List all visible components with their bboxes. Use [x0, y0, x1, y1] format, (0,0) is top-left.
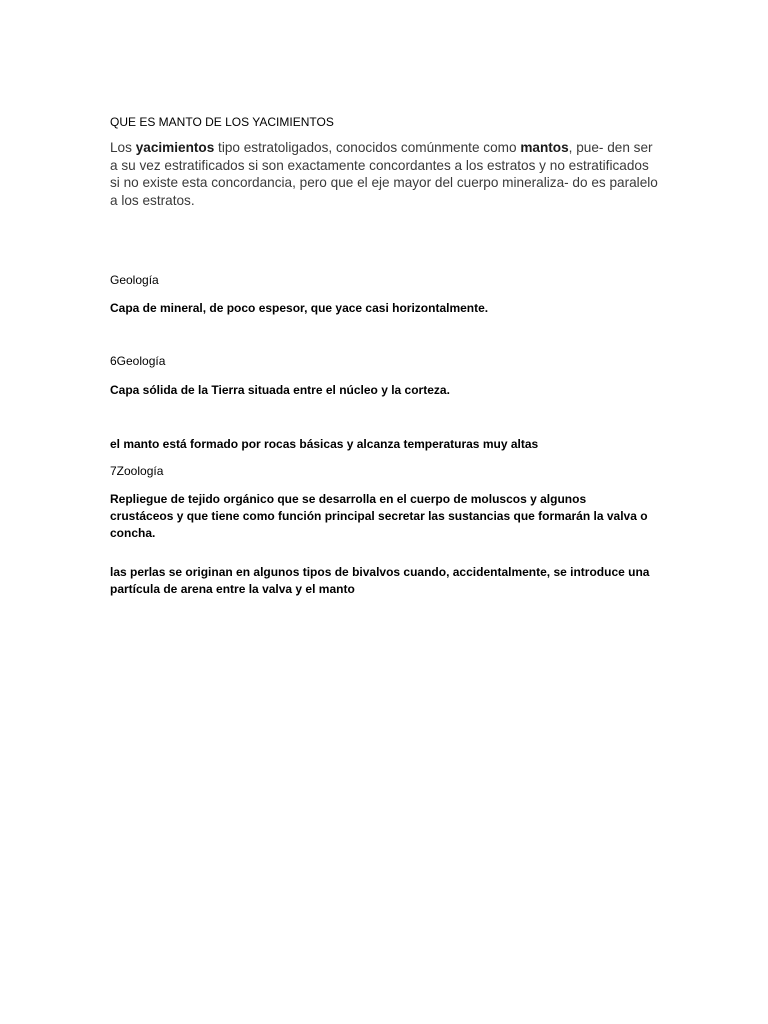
section-heading-7zoologia: 7Zoología — [110, 464, 164, 478]
section-heading-geologia: Geología — [110, 273, 159, 287]
section-heading-6geologia: 6Geología — [110, 354, 166, 368]
definition-text: Capa sólida de la Tierra situada entre el núcleo y la corteza. — [110, 383, 450, 397]
note-text: el manto está formado por rocas básicas y alcanza temperaturas muy altas — [110, 437, 539, 451]
intro-text-3: , pue- den ser a su vez estratificados si son exactamente concordantes a los estratos y no estratificados si no existe esta concordancia, pero que el eje mayor del cuerpo mineraliza- do es paralelo a los estratos. — [110, 140, 658, 208]
intro-text-1: Los — [110, 140, 136, 155]
definition-text: Capa de mineral, de poco espesor, que yace casi horizontalmente. — [110, 301, 489, 315]
note-text: las perlas se originan en algunos tipos de bivalvos cuando, accidentalmente, se introduce una partícula de arena entre la valva y el manto — [110, 565, 650, 596]
intro-paragraph — [110, 139, 658, 209]
definition-text: Repliegue de tejido orgánico que se desarrolla en el cuerpo de moluscos y algunos crustáceos y que tiene como función principal secretar las sustancias que formarán la valva o concha. — [110, 492, 648, 540]
intro-bold-mantos: mantos — [520, 140, 569, 155]
document-title: QUE ES MANTO DE LOS YACIMIENTOS — [110, 115, 334, 129]
intro-text-2: tipo estratoligados, conocidos comúnmente como — [214, 140, 521, 155]
intro-bold-yacimientos: yacimientos — [135, 140, 215, 155]
